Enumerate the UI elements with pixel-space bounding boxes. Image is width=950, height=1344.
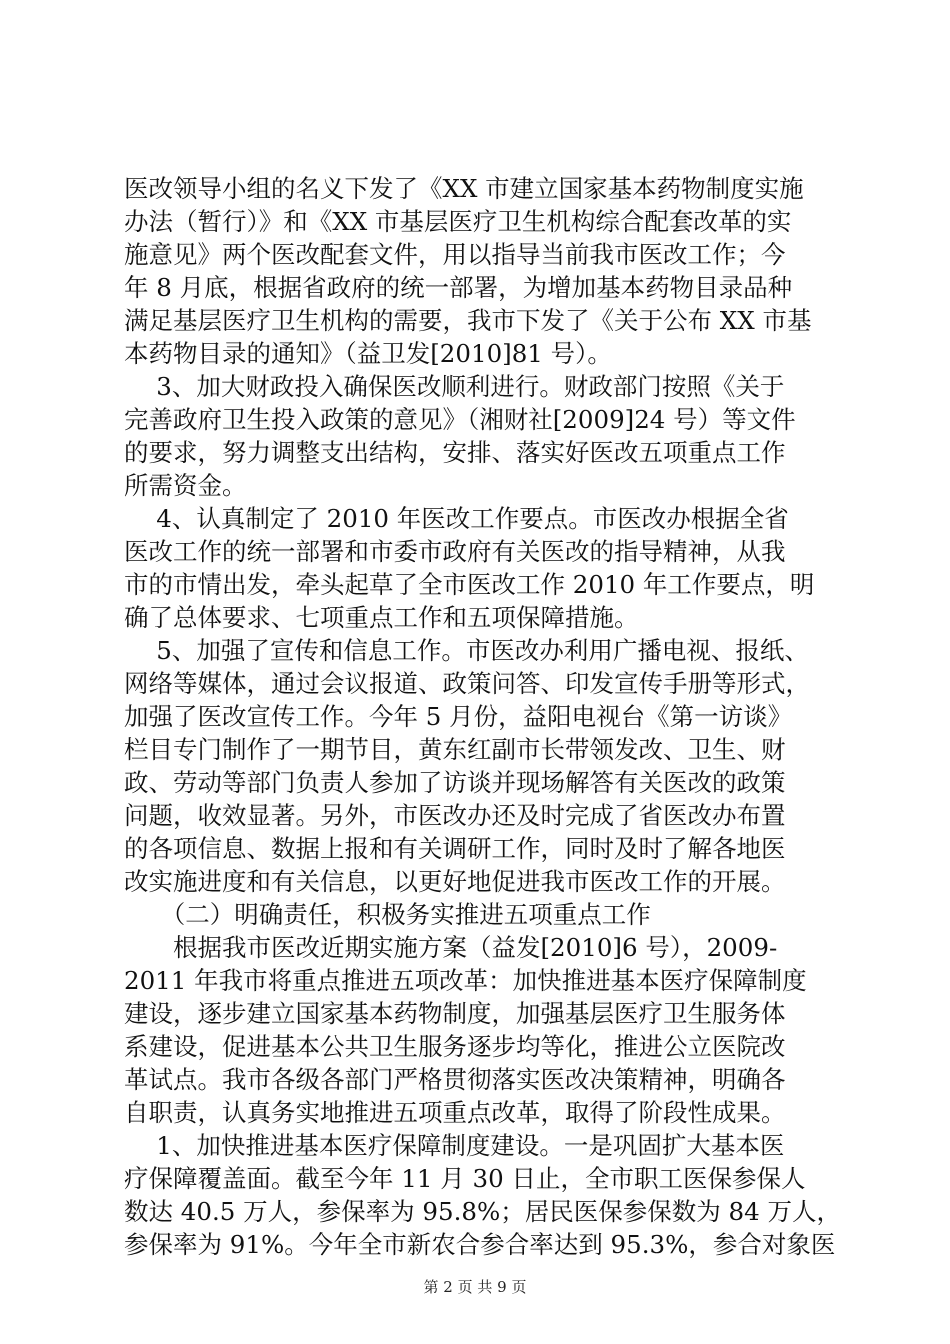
text-line: 年 8 月底，根据省政府的统一部署，为增加基本药物目录品种 [124, 273, 793, 302]
text-line: 系建设，促进基本公共卫生服务逐步均等化，推进公立医院改 [124, 1032, 786, 1061]
page-number-footer: 第 2 页 共 9 页 [423, 1278, 527, 1296]
text-line: 疗保障覆盖面。截至今年 11 月 30 日止，全市职工医保参保人 [124, 1164, 806, 1193]
text-line: 所需资金。 [124, 471, 247, 500]
text-line: 4、认真制定了 2010 年医改工作要点。市医改办根据全省 [124, 504, 789, 533]
body-text [124, 172, 841, 1261]
text-line: 医改工作的统一部署和市委市政府有关医改的指导精神，从我 [124, 537, 786, 566]
text-line: 网络等媒体，通过会议报道、政策问答、印发宣传手册等形式， [124, 669, 810, 698]
section-heading: （二）明确责任，积极务实推进五项重点工作 [124, 900, 651, 929]
text-line: 政、劳动等部门负责人参加了访谈并现场解答有关医改的政策 [124, 768, 786, 797]
text-line: 满足基层医疗卫生机构的需要，我市下发了《关于公布 XX 市基 [124, 306, 812, 335]
text-line: 医改领导小组的名义下发了《XX 市建立国家基本药物制度实施 [124, 174, 804, 203]
text-line: 栏目专门制作了一期节目，黄东红副市长带领发改、卫生、财 [124, 735, 786, 764]
text-line: 确了总体要求、七项重点工作和五项保障措施。 [124, 603, 639, 632]
text-line: 施意见》两个医改配套文件，用以指导当前我市医改工作；今 [124, 240, 786, 269]
text-line: 的各项信息、数据上报和有关调研工作，同时及时了解各地医 [124, 834, 786, 863]
text-line: 完善政府卫生投入政策的意见》（湘财社[2009]24 号）等文件 [124, 405, 796, 434]
text-line: 改实施进度和有关信息，以更好地促进我市医改工作的开展。 [124, 867, 786, 896]
text-line: 的要求，努力调整支出结构，安排、落实好医改五项重点工作 [124, 438, 786, 467]
text-line: 根据我市医改近期实施方案（益发[2010]6 号），2009- [124, 933, 778, 962]
text-line: 问题，收效显著。另外，市医改办还及时完成了省医改办布置 [124, 801, 786, 830]
text-line: 1、加快推进基本医疗保障制度建设。一是巩固扩大基本医 [124, 1131, 785, 1160]
text-line: 3、加大财政投入确保医改顺利进行。财政部门按照《关于 [124, 372, 785, 401]
text-line: 市的市情出发，牵头起草了全市医改工作 2010 年工作要点，明 [124, 570, 815, 599]
text-line: 数达 40.5 万人，参保率为 95.8%；居民医保参保数为 84 万人， [124, 1197, 841, 1226]
text-line: 参保率为 91%。今年全市新农合参合率达到 95.3%，参合对象医 [124, 1230, 836, 1259]
text-line: 2011 年我市将重点推进五项改革：加快推进基本医疗保障制度 [124, 966, 807, 995]
text-line: 加强了医改宣传工作。今年 5 月份，益阳电视台《第一访谈》 [124, 702, 793, 731]
text-line: 本药物目录的通知》（益卫发[2010]81 号）。 [124, 339, 612, 368]
text-line: 5、加强了宣传和信息工作。市医改办利用广播电视、报纸、 [124, 636, 809, 665]
text-line: 办法（暂行）》和《XX 市基层医疗卫生机构综合配套改革的实 [124, 207, 792, 236]
text-line: 自职责，认真务实地推进五项重点改革，取得了阶段性成果。 [124, 1098, 786, 1127]
text-line: 革试点。我市各级各部门严格贯彻落实医改决策精神，明确各 [124, 1065, 786, 1094]
text-line: 建设，逐步建立国家基本药物制度，加强基层医疗卫生服务体 [124, 999, 786, 1028]
